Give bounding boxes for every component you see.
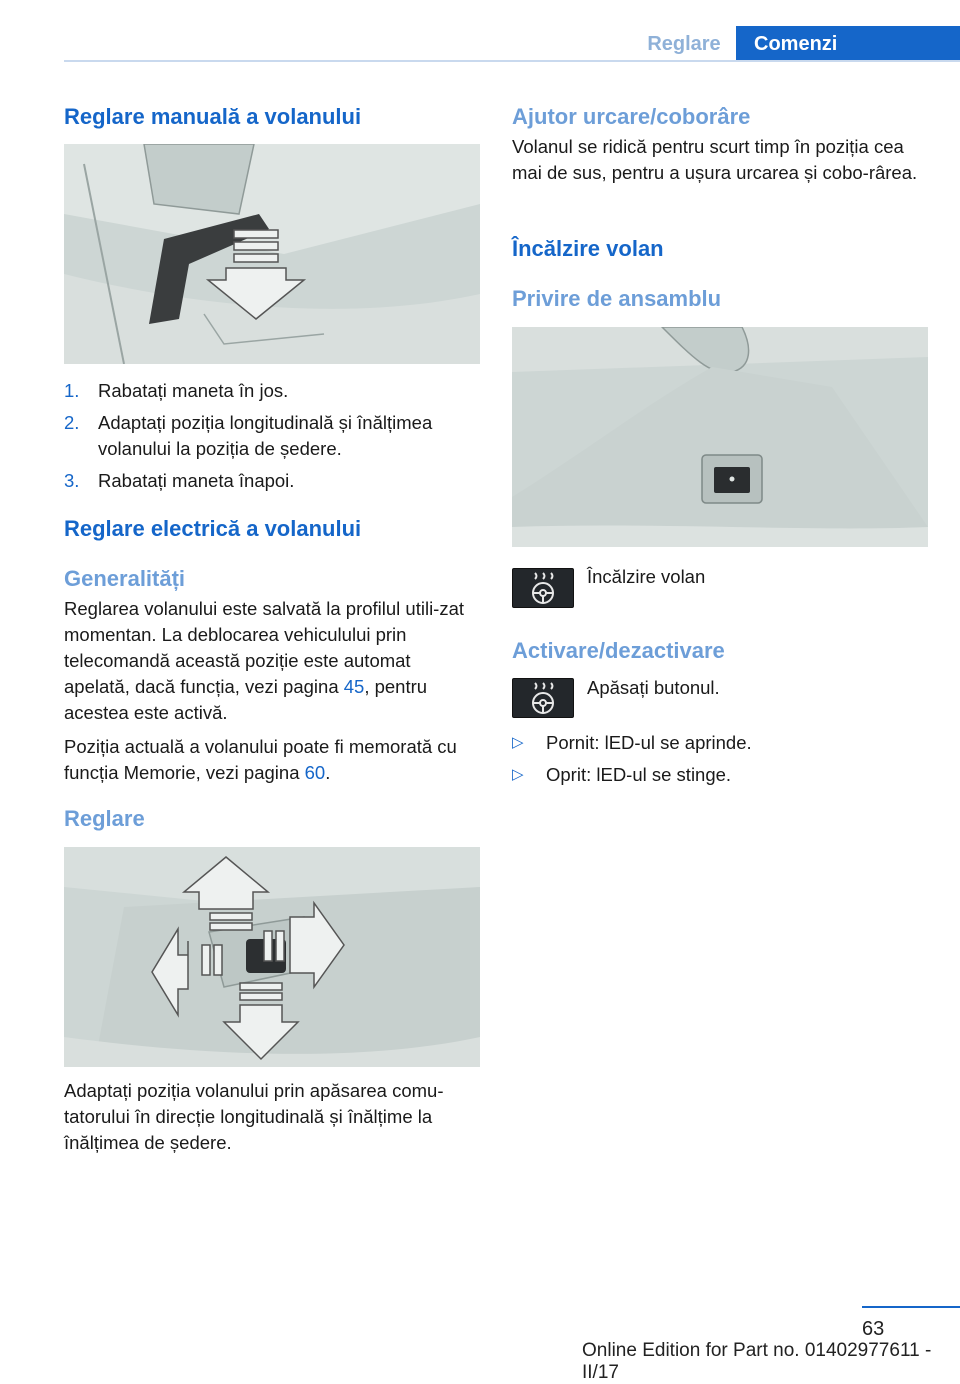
list-item: ▷ Oprit: lED-ul se stinge. <box>512 762 928 788</box>
list-item: ▷ Pornit: lED-ul se aprinde. <box>512 730 928 756</box>
status-list <box>512 730 928 794</box>
triangle-marker-icon: ▷ <box>512 766 524 783</box>
heading-reglare: Reglare <box>64 806 145 831</box>
photo-adjust-switch <box>64 847 480 1067</box>
page-number: 63 <box>862 1318 885 1340</box>
heading-manual-adjust: Reglare manuală a volanului <box>64 104 362 129</box>
list-item: 3. Rabatați maneta înapoi. <box>64 470 295 491</box>
icon-label-incalzire: Încălzire volan <box>587 566 706 587</box>
heading-general: Generalități <box>64 566 186 591</box>
steps-list <box>64 378 480 500</box>
paragraph-general: Reglarea volanului este salvată la profilul utili‐zat momentan. La deblocarea vehiculului prin telecomandă această poziție este automat apelată, dacă funcția, vezi pagina 45, pentru acestea este activă. <box>64 598 465 723</box>
photo-steering-lever <box>64 144 480 364</box>
list-item: 2. Adaptați poziția longitudinală și înălțimea volanului la poziția de ședere. <box>64 412 433 459</box>
press-button-text: Apăsați butonul. <box>587 677 720 698</box>
triangle-marker-icon: ▷ <box>512 734 524 751</box>
paragraph-memory: Poziția actuală a volanului poate fi memorată cu funcția Memorie, vezi pagina 60. <box>64 736 457 783</box>
tab-reglare[interactable]: Reglare <box>647 33 721 55</box>
page-link-45[interactable]: 45 <box>343 676 365 697</box>
edition-note: Online Edition for Part no. 01402977611 - II/17 <box>582 1340 932 1383</box>
paragraph-ajutor: Volanul se ridică pentru scurt timp în poziția cea mai de sus, pentru a ușura urcarea și cobo‐rârea. <box>512 136 918 183</box>
heading-ajutor: Ajutor urcare/coborâre <box>512 104 751 129</box>
heading-activare: Activare/dezactivare <box>512 638 725 663</box>
paragraph-adjust: Adaptați poziția volanului prin apăsarea comu‐tatorului în direcție longitudinală și înălțime la înălțimea de ședere. <box>64 1080 444 1153</box>
heated-steering-wheel-button-icon[interactable] <box>512 678 574 718</box>
photo-heating-button <box>512 327 928 547</box>
heated-steering-wheel-icon <box>512 568 574 608</box>
footer-rule <box>862 1306 960 1308</box>
heading-electric-adjust: Reglare electrică a volanului <box>64 516 362 541</box>
page-link-60[interactable]: 60 <box>304 762 326 783</box>
heading-privire: Privire de ansamblu <box>512 286 722 311</box>
tab-comenzi[interactable]: Comenzi <box>736 26 960 62</box>
heading-incalzire: Încălzire volan <box>512 236 664 261</box>
list-item: 1. Rabatați maneta în jos. <box>64 380 289 401</box>
header-rule <box>64 60 960 62</box>
